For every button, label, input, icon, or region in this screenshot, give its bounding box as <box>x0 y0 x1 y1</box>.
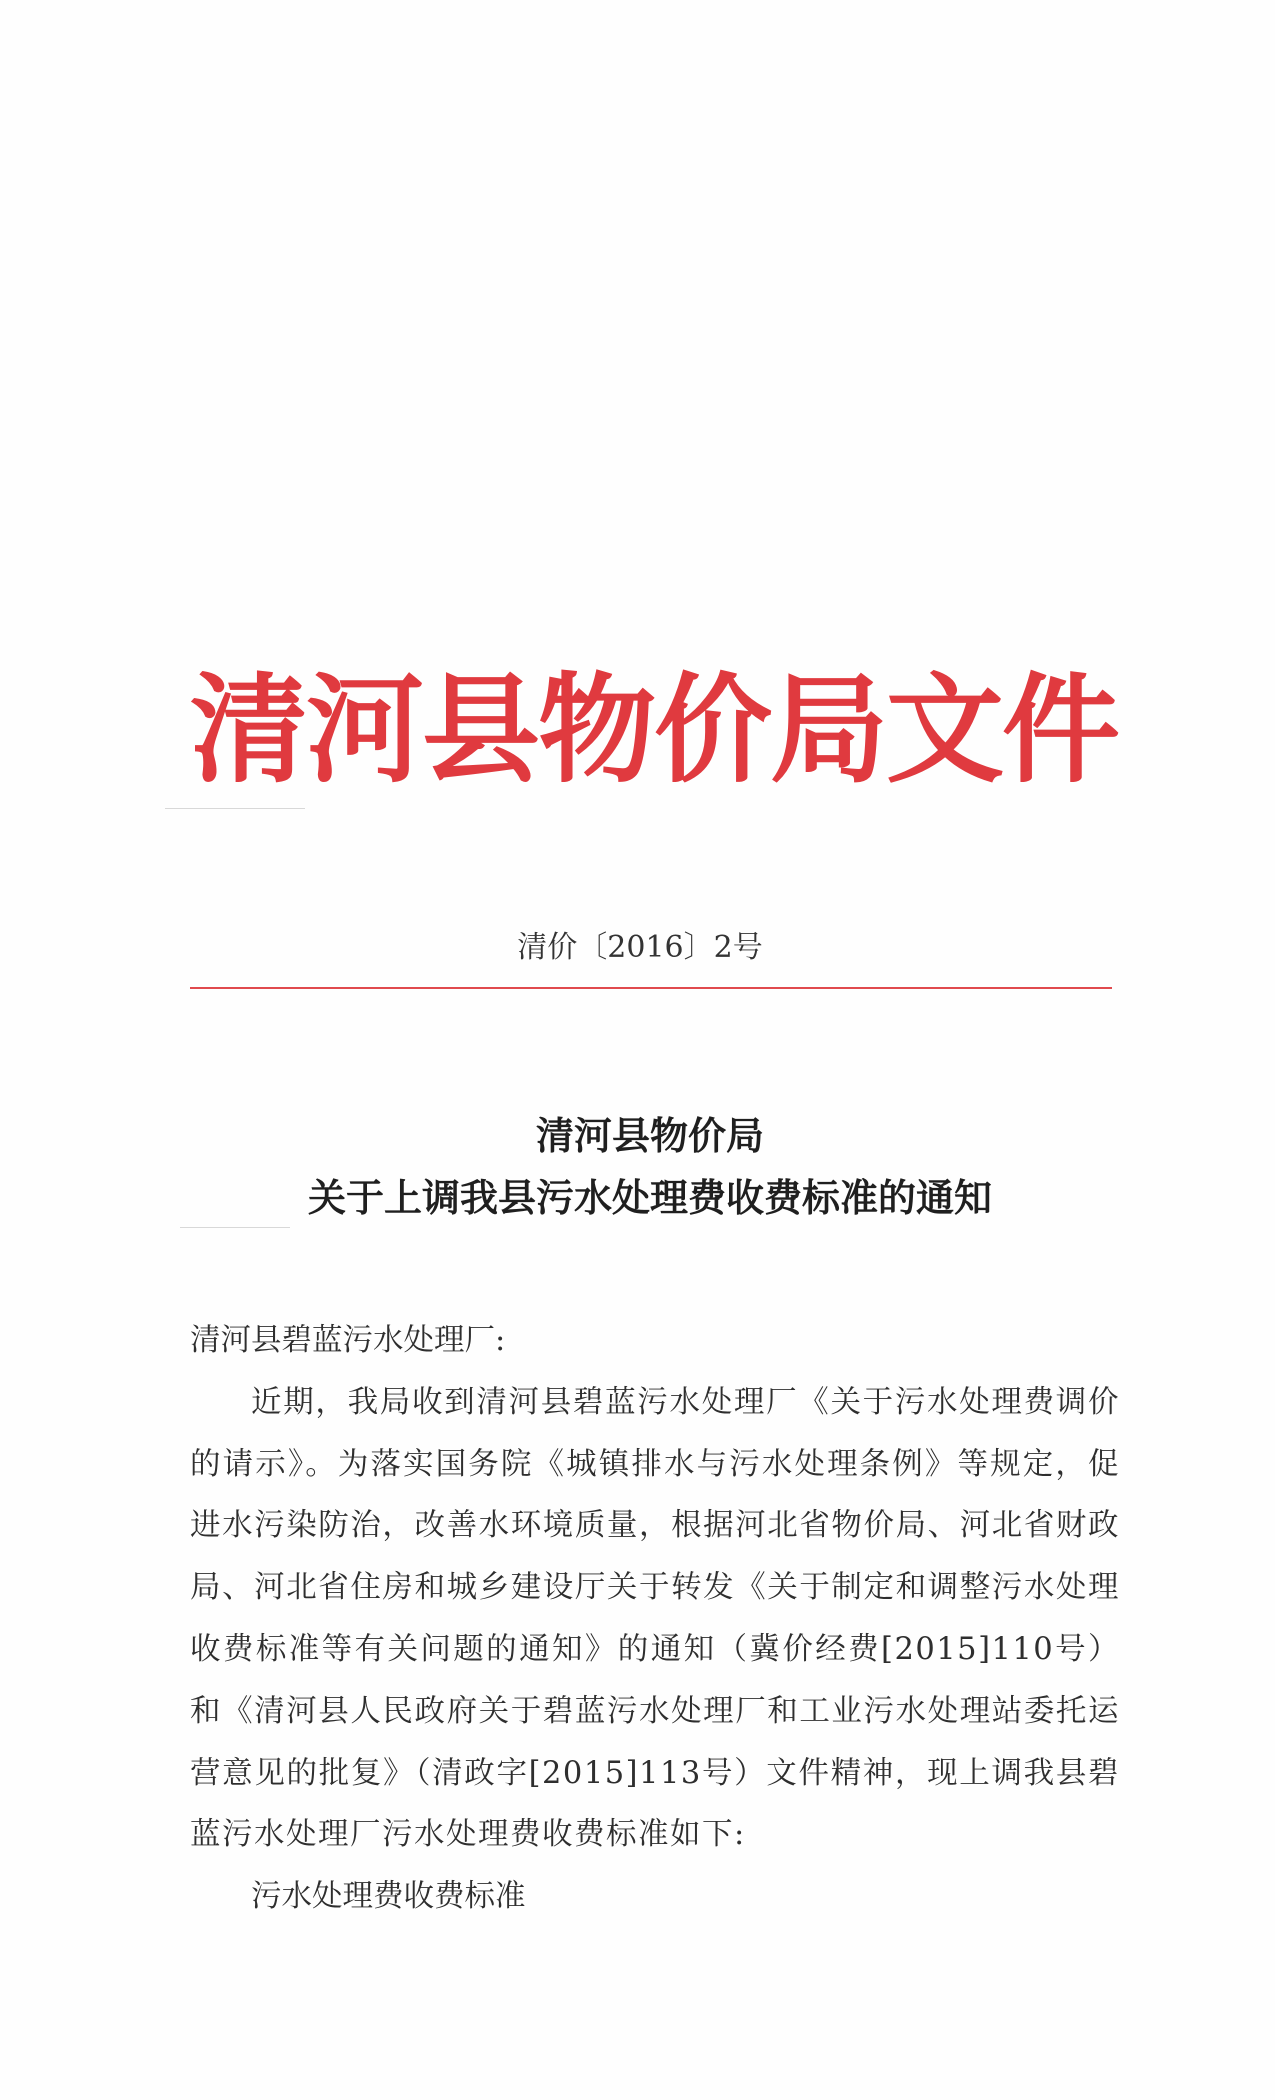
notice-title <box>150 1105 1150 1229</box>
addressee: 清河县碧蓝污水处理厂: <box>190 1323 506 1358</box>
scan-artifact <box>165 808 305 809</box>
title-subject: 关于上调我县污水处理费收费标准的通知 <box>307 1175 992 1220</box>
document-number: 清价〔2016〕2号 <box>517 930 763 965</box>
notice-body <box>190 1310 1120 1928</box>
body-paragraph: 近期，我局收到清河县碧蓝污水处理厂《关于污水处理费调价的请示》。为落实国务院《城镇排水与污水处理条例》等规定，促进水污染防治，改善水环境质量，根据河北省物价局、河北省财政局、河北省住房和城乡建设厅关于转发《关于制定和调整污水处理收费标准等有关问题的通知》的通知（冀价经费[2015]110号）和《清河县人民政府关于碧蓝污水处理厂和工业污水处理站委托运营意见的批复》（清政字[2015]113号）文件精神，现上调我县碧蓝污水处理厂污水处理费收费标准如下: <box>190 1384 1120 1853</box>
fee-standard-heading: 污水处理费收费标准 <box>251 1879 526 1915</box>
issuer-banner: 清河县物价局文件 <box>190 661 1119 799</box>
red-divider-line <box>190 987 1112 989</box>
title-issuer: 清河县物价局 <box>535 1113 764 1158</box>
